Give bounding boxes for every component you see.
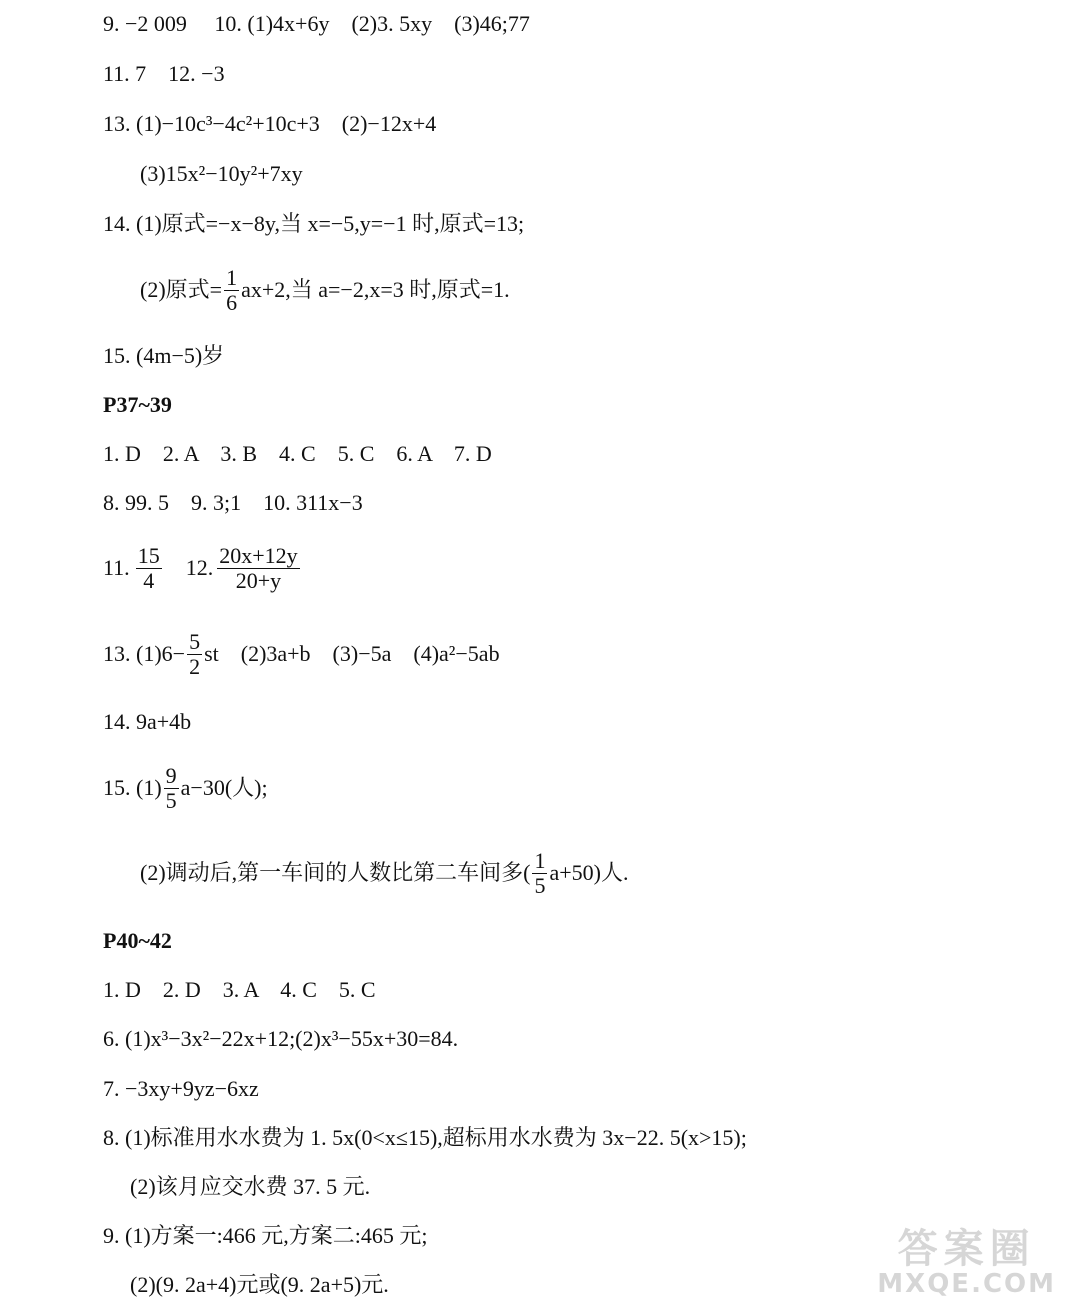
denominator: 4 [143, 567, 155, 593]
denominator: 5 [534, 872, 546, 898]
answer-line-11-12: 11. 7 12. −3 [103, 61, 225, 86]
answer-line-15-p2a [103, 760, 268, 816]
denominator: 20+y [235, 567, 282, 593]
text: 12. [185, 555, 214, 580]
text: a−30(人); [180, 775, 268, 800]
text: (2)调动后,第一车间的人数比第二车间多( [140, 860, 531, 885]
answer-line-7: 7. −3xy+9yz−6xz [103, 1076, 259, 1101]
section-heading-p37-39: P37~39 [103, 392, 172, 417]
numerator: 5 [189, 628, 201, 654]
text: 11. [103, 555, 130, 580]
denominator: 5 [165, 787, 177, 813]
numerator: 15 [137, 542, 160, 568]
text: a+50)人. [549, 860, 629, 885]
answer-line-13a: 13. (1)−10c³−4c²+10c+3 (2)−12x+4 [103, 111, 437, 136]
text: ax+2,当 a=−2,x=3 时,原式=1. [241, 277, 510, 302]
fraction [217, 544, 299, 593]
numerator: 20x+12y [219, 542, 298, 568]
fraction [224, 266, 239, 315]
numerator: 9 [165, 762, 177, 788]
answer-line-8b: (2)该月应交水费 37. 5 元. [130, 1174, 371, 1199]
answer-line-14-p2: 14. 9a+4b [103, 709, 192, 734]
answer-line-13b: (3)15x²−10y²+7xy [140, 161, 303, 186]
section-heading-p40-42: P40~42 [103, 928, 172, 953]
answer-line-1-5: 1. D 2. D 3. A 4. C 5. C [103, 977, 376, 1002]
answer-line-8-10: 8. 99. 5 9. 3;1 10. 311x−3 [103, 490, 363, 515]
answer-line-9a: 9. (1)方案一:466 元,方案二:465 元; [103, 1223, 428, 1248]
denominator: 2 [189, 653, 201, 679]
fraction [164, 764, 179, 813]
answer-line-9b: (2)(9. 2a+4)元或(9. 2a+5)元. [130, 1272, 389, 1297]
watermark-text: 答案圈 [897, 1226, 1036, 1272]
answer-line-14a: 14. (1)原式=−x−8y,当 x=−5,y=−1 时,原式=13; [103, 211, 525, 236]
answer-line-1-7: 1. D 2. A 3. B 4. C 5. C 6. A 7. D [103, 441, 492, 466]
fraction [187, 630, 202, 679]
answer-line-11-12-fractions [103, 540, 302, 596]
denominator: 6 [226, 289, 238, 315]
watermark-logo [877, 1228, 1056, 1298]
answer-line-15-p2b [140, 845, 628, 901]
answer-line-6: 6. (1)x³−3x²−22x+12;(2)x³−55x+30=84. [103, 1026, 459, 1051]
fraction [136, 544, 162, 593]
numerator: 1 [226, 264, 238, 290]
text: (2)原式= [140, 277, 223, 302]
text: 15. (1) [103, 775, 162, 800]
answer-line-8a: 8. (1)标准用水水费为 1. 5x(0<x≤15),超标用水水费为 3x−22. 5(x>15); [103, 1125, 747, 1150]
fraction [532, 849, 547, 898]
text: 13. (1)6− [103, 641, 186, 666]
watermark-domain: MXQE.COM [877, 1269, 1056, 1299]
answer-line-15: 15. (4m−5)岁 [103, 343, 225, 368]
answer-line-14b [140, 262, 510, 318]
text: st (2)3a+b (3)−5a (4)a²−5ab [204, 641, 500, 666]
answer-line-13-p2 [103, 626, 500, 682]
numerator: 1 [534, 847, 546, 873]
answer-line-9-10: 9. −2 009 10. (1)4x+6y (2)3. 5xy (3)46;77 [103, 11, 530, 36]
